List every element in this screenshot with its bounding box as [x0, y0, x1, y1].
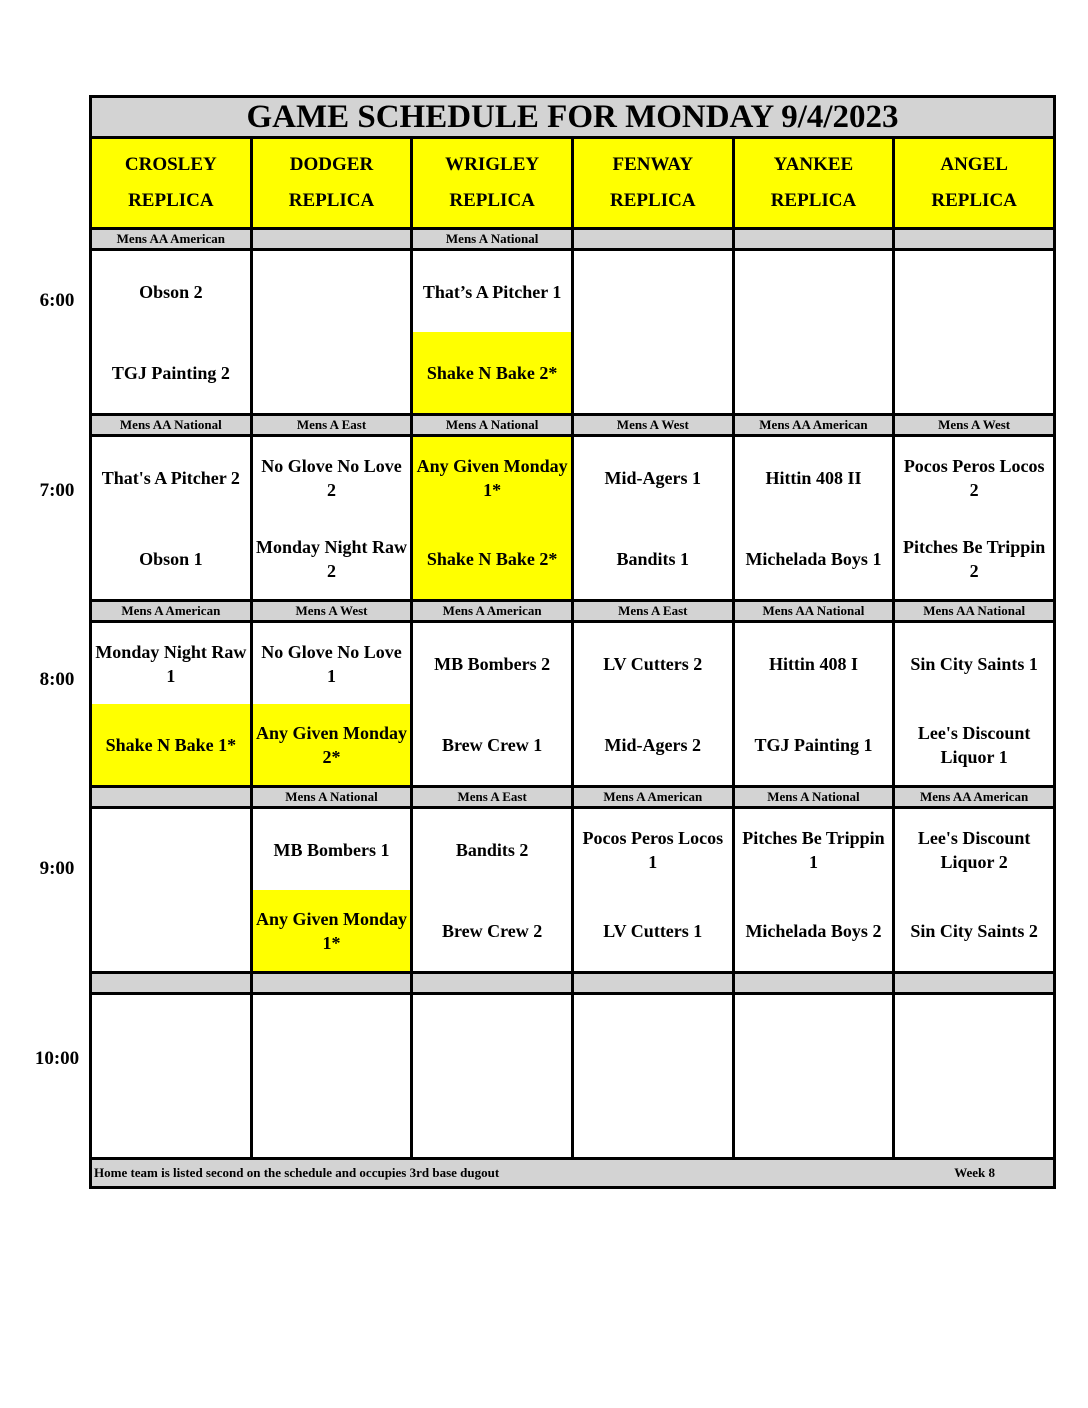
- field-name: ANGEL: [940, 154, 1008, 175]
- away-team: [253, 251, 411, 332]
- game-cell: [572, 808, 733, 973]
- game-cell: [412, 994, 573, 1159]
- division-label: Mens A East: [251, 415, 412, 436]
- away-team: [92, 809, 250, 890]
- home-team: [895, 1076, 1053, 1157]
- away-team: Hittin 408 II: [735, 437, 893, 518]
- game-cell: [91, 250, 252, 415]
- division-label: Mens AA National: [733, 601, 894, 622]
- home-team: Michelada Boys 1: [735, 518, 893, 599]
- game-cell: [251, 994, 412, 1159]
- away-team: [574, 995, 732, 1076]
- game-row: [91, 808, 1055, 973]
- division-label: [251, 973, 412, 994]
- game-cell: [91, 994, 252, 1159]
- home-team: [895, 332, 1053, 413]
- division-label: Mens A American: [572, 787, 733, 808]
- game-cell: [251, 808, 412, 973]
- field-header-dodger: [251, 138, 412, 229]
- division-label: Mens A East: [412, 787, 573, 808]
- field-header-fenway: [572, 138, 733, 229]
- division-label: [412, 973, 573, 994]
- home-team: Pitches Be Trippin 2: [895, 518, 1053, 599]
- division-row: [91, 229, 1055, 250]
- page-title: GAME SCHEDULE FOR MONDAY 9/4/2023: [91, 97, 1055, 138]
- game-cell: [572, 436, 733, 601]
- home-team: [413, 1076, 571, 1157]
- game-cell: [91, 436, 252, 601]
- division-row: [91, 973, 1055, 994]
- game-cell: [412, 436, 573, 601]
- game-cell: [572, 250, 733, 415]
- game-cell: [412, 250, 573, 415]
- away-team: [895, 251, 1053, 332]
- field-name: DODGER: [289, 154, 374, 175]
- away-team: That’s A Pitcher 1: [413, 251, 571, 332]
- home-team: TGJ Painting 2: [92, 332, 250, 413]
- away-team: Bandits 2: [413, 809, 571, 890]
- field-subtitle: REPLICA: [610, 190, 696, 211]
- away-team: Sin City Saints 1: [895, 623, 1053, 704]
- home-team: LV Cutters 1: [574, 890, 732, 971]
- division-label: Mens A National: [251, 787, 412, 808]
- division-label: [894, 973, 1055, 994]
- away-team: [574, 251, 732, 332]
- game-cell: [91, 808, 252, 973]
- away-team: That's A Pitcher 2: [92, 437, 250, 518]
- game-cell: [251, 622, 412, 787]
- footer: [91, 1159, 1055, 1188]
- field-subtitle: REPLICA: [128, 190, 214, 211]
- game-row: [91, 436, 1055, 601]
- division-label: Mens A East: [572, 601, 733, 622]
- field-subtitle: REPLICA: [770, 190, 857, 211]
- week-label: Week 8: [954, 1165, 995, 1180]
- division-label: Mens A National: [412, 229, 573, 250]
- field-subtitle: REPLICA: [449, 190, 535, 211]
- division-label: [894, 229, 1055, 250]
- field-name: WRIGLEY: [445, 154, 540, 175]
- division-label: Mens AA American: [894, 787, 1055, 808]
- home-team: Bandits 1: [574, 518, 732, 599]
- home-team: Shake N Bake 1*: [92, 704, 250, 785]
- division-label: [91, 973, 252, 994]
- division-label: [91, 787, 252, 808]
- away-team: LV Cutters 2: [574, 623, 732, 704]
- time-label-10: 10:00: [34, 1048, 80, 1069]
- game-row: [91, 622, 1055, 787]
- away-team: [895, 995, 1053, 1076]
- time-label-9: 9:00: [39, 858, 75, 879]
- game-cell: [251, 436, 412, 601]
- game-cell: [572, 994, 733, 1159]
- game-cell: [91, 622, 252, 787]
- division-label: [733, 229, 894, 250]
- field-header-yankee: [733, 138, 894, 229]
- game-cell: [733, 250, 894, 415]
- division-label: Mens A American: [91, 601, 252, 622]
- game-row: [91, 250, 1055, 415]
- game-cell: [894, 808, 1055, 973]
- game-cell: [251, 250, 412, 415]
- game-cell: [733, 994, 894, 1159]
- division-label: Mens A West: [894, 415, 1055, 436]
- away-team: Pocos Peros Locos 2: [895, 437, 1053, 518]
- away-team: [413, 995, 571, 1076]
- home-team: [574, 1076, 732, 1157]
- game-cell: [894, 436, 1055, 601]
- field-header-crosley: [91, 138, 252, 229]
- home-team: Brew Crew 2: [413, 890, 571, 971]
- away-team: [92, 995, 250, 1076]
- home-team: Lee's Discount Liquor 1: [895, 704, 1053, 785]
- home-team: Any Given Monday 2*: [253, 704, 411, 785]
- game-cell: [894, 250, 1055, 415]
- game-row: [91, 994, 1055, 1159]
- home-team: Any Given Monday 1*: [253, 890, 411, 971]
- field-subtitle: REPLICA: [931, 190, 1017, 211]
- away-team: Pocos Peros Locos 1: [574, 809, 732, 890]
- home-team: TGJ Painting 1: [735, 704, 893, 785]
- field-header-wrigley: [412, 138, 573, 229]
- game-cell: [412, 808, 573, 973]
- away-team: Monday Night Raw 1: [92, 623, 250, 704]
- field-subtitle: REPLICA: [288, 190, 375, 211]
- home-team: [253, 332, 411, 413]
- home-team: [574, 332, 732, 413]
- away-team: Mid-Agers 1: [574, 437, 732, 518]
- away-team: [735, 995, 893, 1076]
- away-team: Pitches Be Trippin 1: [735, 809, 893, 890]
- division-row: [91, 787, 1055, 808]
- division-label: [251, 229, 412, 250]
- division-label: Mens AA American: [91, 229, 252, 250]
- field-name: YANKEE: [773, 154, 854, 175]
- division-label: Mens A National: [412, 415, 573, 436]
- away-team: Any Given Monday 1*: [413, 437, 571, 518]
- away-team: [735, 251, 893, 332]
- division-label: Mens AA National: [91, 415, 252, 436]
- home-team: Shake N Bake 2*: [413, 518, 571, 599]
- game-cell: [733, 622, 894, 787]
- game-cell: [894, 994, 1055, 1159]
- game-cell: [412, 622, 573, 787]
- game-cell: [572, 622, 733, 787]
- home-team: Obson 1: [92, 518, 250, 599]
- away-team: MB Bombers 1: [253, 809, 411, 890]
- division-row: [91, 601, 1055, 622]
- division-label: [572, 229, 733, 250]
- footer-note: Home team is listed second on the schedule and occupies 3rd base dugout: [94, 1165, 500, 1180]
- home-team: [735, 332, 893, 413]
- away-team: [253, 995, 411, 1076]
- time-label-6: 6:00: [39, 290, 75, 311]
- home-team: Brew Crew 1: [413, 704, 571, 785]
- schedule-table: [89, 95, 1056, 1189]
- division-label: Mens AA American: [733, 415, 894, 436]
- away-team: Obson 2: [92, 251, 250, 332]
- field-name: FENWAY: [612, 154, 694, 175]
- time-label-7: 7:00: [39, 480, 75, 501]
- time-label-8: 8:00: [39, 669, 75, 690]
- home-team: [735, 1076, 893, 1157]
- division-label: Mens A American: [412, 601, 573, 622]
- field-header-angel: [894, 138, 1055, 229]
- home-team: Michelada Boys 2: [735, 890, 893, 971]
- game-cell: [733, 436, 894, 601]
- home-team: [92, 890, 250, 971]
- home-team: [92, 1076, 250, 1157]
- game-cell: [733, 808, 894, 973]
- division-label: [572, 973, 733, 994]
- away-team: No Glove No Love 2: [253, 437, 411, 518]
- division-label: Mens A West: [251, 601, 412, 622]
- field-name: CROSLEY: [124, 154, 217, 175]
- division-label: Mens A National: [733, 787, 894, 808]
- division-label: [733, 973, 894, 994]
- away-team: Hittin 408 I: [735, 623, 893, 704]
- division-label: Mens AA National: [894, 601, 1055, 622]
- division-label: Mens A West: [572, 415, 733, 436]
- home-team: Sin City Saints 2: [895, 890, 1053, 971]
- home-team: [253, 1076, 411, 1157]
- home-team: Shake N Bake 2*: [413, 332, 571, 413]
- away-team: Lee's Discount Liquor 2: [895, 809, 1053, 890]
- home-team: Monday Night Raw 2: [253, 518, 411, 599]
- away-team: MB Bombers 2: [413, 623, 571, 704]
- home-team: Mid-Agers 2: [574, 704, 732, 785]
- division-row: [91, 415, 1055, 436]
- game-cell: [894, 622, 1055, 787]
- away-team: No Glove No Love 1: [253, 623, 411, 704]
